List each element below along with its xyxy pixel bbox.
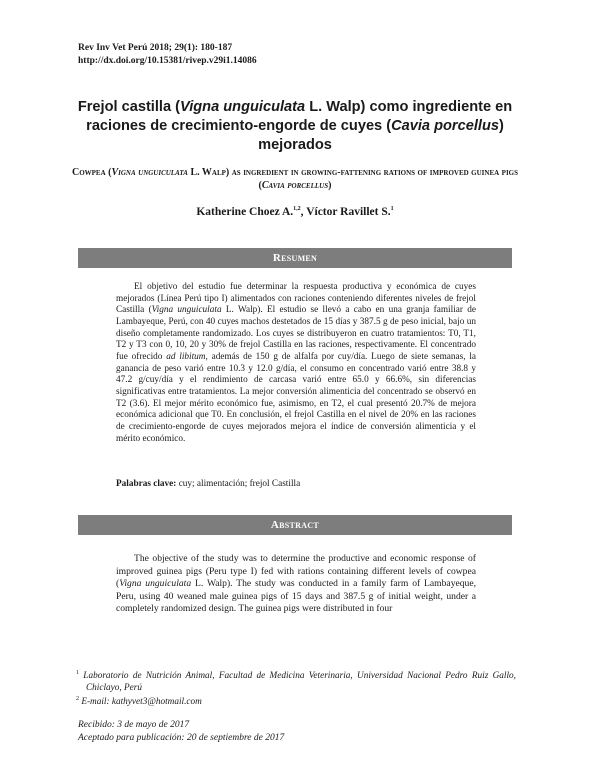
footnote-text: Laboratorio de Nutrición Animal, Facultad de Medicina Veterinaria, Universidad Nacional Pedro Ruiz Gallo, Chiclayo, Perú <box>79 671 516 693</box>
keywords-label: Palabras clave: <box>116 479 177 489</box>
subtitle-species: Cavia porcellus <box>261 179 329 191</box>
footnote-text: E-mail: kathyvet3@hotmail.com <box>79 697 202 708</box>
resumen-paragraph <box>116 282 476 445</box>
resumen-text: , además de 150 g de alfalfa por cuy/día. Luego de siete semanas, la ganancia de peso varió entre 10.3 y 12.0 g/día, el consumo en concentrado varió entre 38.8 y 47.2 g/cuy/día y el rendimiento de carcasa varió entre 65.0 y 66.6%, sin diferencias significativas entre tratamientos. La mejor conversión alimenticia del concentrado se observó en T2 (3.6). El mejor mérito económico fue, asimismo, en T2, el cual presentó 20.7% de mejora económica adicional que T0. En conclusión, el frejol Castilla en el nivel de 20% en las raciones de crecimiento-engorde de cuyes mejorados mejora el índice de conversión alimenticia y el mérito económico. <box>116 351 476 444</box>
footnote-email <box>76 694 516 709</box>
resumen-heading: Resumen <box>78 248 512 268</box>
resumen-latin-term: ad libitum <box>166 351 206 362</box>
footnote-affiliation <box>76 668 516 694</box>
accepted-date: Aceptado para publicación: 20 de septiembre de 2017 <box>78 733 285 743</box>
publication-dates <box>78 719 284 745</box>
abstract-heading: Abstract <box>78 515 512 535</box>
journal-header <box>78 42 257 68</box>
resumen-text: L. Walp). El estudio se llevó a cabo en una granja familiar de Lambayeque, Perú, con 40 cuyes machos destetados de 15 días y 387.5 g de peso inicial, bajo un diseño completamente randomizado. Los cuyes se distribuyeron en cuatro tratamientos: T0, T1, T2 y T3 con 0, 10, 20 y 30% de frejol Castilla en las raciones, respectivamente. El concentrado fue ofrecido <box>116 305 476 362</box>
abstract-paragraph <box>116 553 476 616</box>
title-text: Frejol castilla ( <box>77 99 181 115</box>
keywords-text: cuy; alimentación; frejol Castilla <box>176 479 301 489</box>
title-species: Vigna unguiculata <box>180 99 306 115</box>
title-text: L. Walp) como ingrediente en raciones de crecimiento-engorde de cuyes ( <box>86 99 513 134</box>
author-affiliation: 1,2 <box>293 206 301 213</box>
subtitle-text: Cowpea ( <box>71 167 112 178</box>
subtitle-text: ) <box>328 179 332 191</box>
resumen-species: Vigna unguiculata <box>151 305 222 316</box>
abstract-text: The objective of the study was to determine the productive and economic response of improved guinea pigs (Peru type I) fed with rations containing different levels of cowpea ( <box>116 553 476 590</box>
subtitle-species: Vigna unguiculata <box>111 167 188 178</box>
keywords <box>116 479 476 489</box>
article-title <box>60 98 530 155</box>
author-name: Víctor Ravillet S. <box>306 206 391 218</box>
title-text: ) mejorados <box>258 118 504 153</box>
resumen-text: El objetivo del estudio fue determinar la respuesta productiva y económica de cuyes mejorados (Línea Perú tipo I) alimentados con raciones conteniendo diferentes niveles de frejol Castilla ( <box>116 282 476 316</box>
footnote-marker: 1 <box>76 670 79 676</box>
doi-link[interactable]: http://dx.doi.org/10.15381/rivep.v29i1.14086 <box>78 56 257 66</box>
abstract-species: Vigna unguiculata <box>119 578 192 590</box>
journal-citation: Rev Inv Vet Perú 2018; 29(1): 180-187 <box>78 43 233 53</box>
author-list <box>60 206 530 218</box>
author-separator: , <box>300 206 307 218</box>
footnote-marker: 2 <box>76 696 79 703</box>
footnotes <box>76 668 516 709</box>
received-date: Recibido: 3 de mayo de 2017 <box>78 720 190 730</box>
subtitle-text: L. Walp) as ingredient in growing-fattening rations of improved guinea pigs ( <box>187 167 519 191</box>
author-name: Katherine Choez A. <box>196 206 294 218</box>
author-affiliation: 1 <box>390 206 394 213</box>
abstract-text: L. Walp). The study was conducted in a family farm of Lambayeque, Peru, using 40 weaned male guinea pigs of 15 days and 387.5 g of initial weight, under a completely randomized design. The guinea pigs were distributed in four <box>116 578 476 615</box>
title-species: Cavia porcellus <box>391 118 499 134</box>
english-title <box>70 167 520 192</box>
